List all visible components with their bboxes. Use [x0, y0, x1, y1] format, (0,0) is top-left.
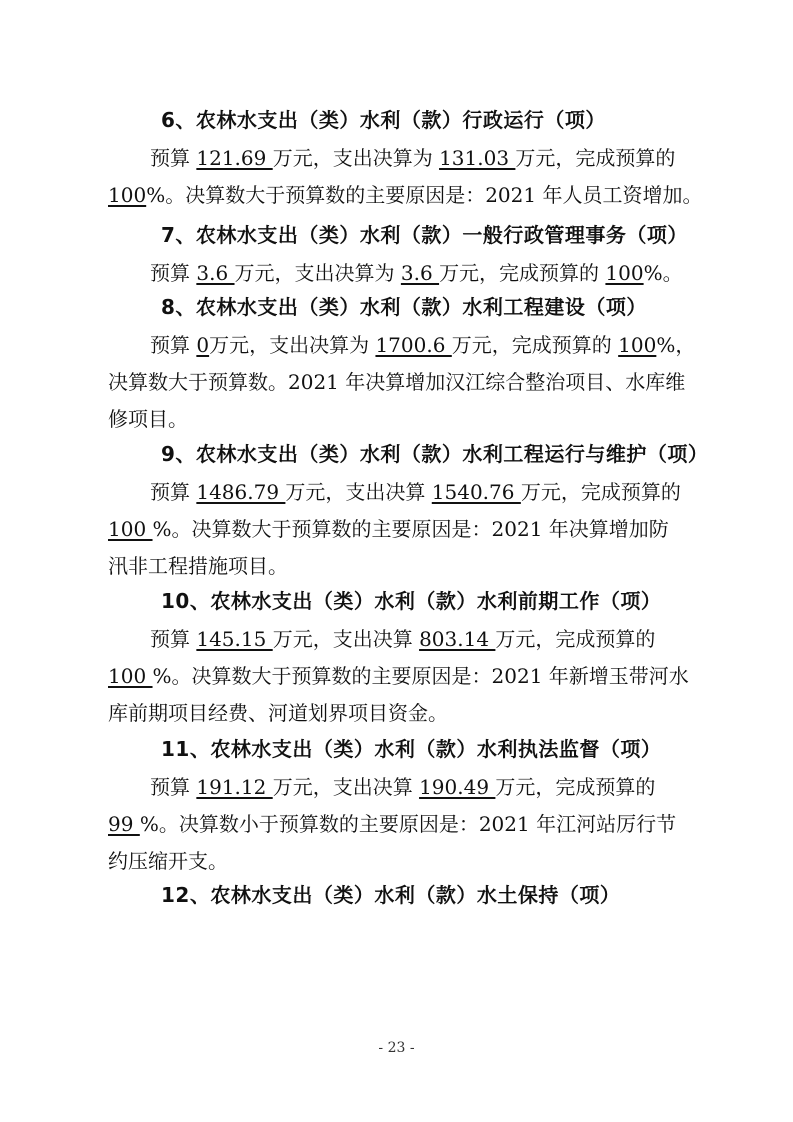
paragraph-line — [108, 401, 698, 438]
underlined-value: 121.69 — [196, 146, 273, 170]
underlined-value: 100 — [605, 261, 644, 285]
text-segment: 万元，完成预算的 — [520, 480, 681, 504]
section-heading: 9、农林水支出（类）水利（款）水利工程运行与维护（项） — [161, 442, 709, 466]
paragraph-line — [108, 511, 698, 548]
text-segment: 万元，完成预算的 — [495, 775, 656, 799]
text-segment: %。决算数小于预算数的主要原因是：2021 年江河站厉行节 — [139, 812, 677, 836]
text-segment: 修项目。 — [108, 407, 188, 431]
text-segment: 决算数大于预算数。2021 年决算增加汉江综合整治项目、水库维 — [108, 370, 686, 394]
section-paragraph — [108, 327, 698, 438]
underlined-value: 0 — [196, 333, 210, 357]
paragraph-line — [108, 769, 698, 806]
text-segment: 库前期项目经费、河道划界项目资金。 — [108, 701, 448, 725]
text-segment: 预算 — [150, 775, 197, 799]
section-paragraph — [108, 769, 698, 880]
text-segment: 汛非工程措施项目。 — [108, 554, 288, 578]
paragraph-line — [108, 621, 698, 658]
underlined-value: 131.03 — [439, 146, 516, 170]
underlined-value: 100 — [108, 183, 147, 207]
underlined-value: 3.6 — [400, 261, 440, 285]
underlined-value: 803.14 — [419, 627, 496, 651]
underlined-value: 100 — [618, 333, 657, 357]
underlined-value: 191.12 — [196, 775, 273, 799]
section-paragraph — [108, 255, 698, 292]
text-segment: 万元，支出决算为 — [209, 333, 376, 357]
underlined-value: 145.15 — [196, 627, 273, 651]
underlined-value: 1540.76 — [431, 480, 521, 504]
text-segment: 预算 — [150, 480, 197, 504]
paragraph-line — [108, 843, 698, 880]
text-segment: 万元，支出决算为 — [234, 261, 401, 285]
paragraph-line — [108, 658, 698, 695]
section-heading: 8、农林水支出（类）水利（款）水利工程建设（项） — [161, 295, 647, 319]
paragraph-line — [108, 364, 698, 401]
paragraph-line — [108, 474, 698, 511]
text-segment: 万元，完成预算的 — [439, 261, 606, 285]
section-paragraph — [108, 140, 703, 214]
paragraph-line — [108, 327, 698, 364]
text-segment: %。决算数大于预算数的主要原因是：2021 年新增玉带河水 — [152, 664, 689, 688]
text-segment: 万元，支出决算 — [272, 627, 420, 651]
page-number: - 23 - — [378, 1040, 415, 1056]
underlined-value: 190.49 — [419, 775, 496, 799]
text-segment: 万元，支出决算 — [285, 480, 432, 504]
underlined-value: 100 — [108, 517, 153, 541]
section-heading: 6、农林水支出（类）水利（款）行政运行（项） — [161, 108, 606, 132]
text-segment: %。决算数大于预算数的主要原因是：2021 年人员工资增加。 — [146, 183, 703, 207]
text-segment: %， — [656, 333, 696, 357]
section-paragraph — [108, 621, 698, 732]
text-segment: %。 — [643, 261, 683, 285]
section-heading: 12、农林水支出（类）水利（款）水土保持（项） — [161, 883, 621, 907]
paragraph-line — [108, 140, 698, 177]
paragraph-line — [108, 255, 698, 292]
underlined-value: 1486.79 — [196, 480, 286, 504]
paragraph-line — [108, 177, 703, 214]
text-segment: 预算 — [150, 146, 197, 170]
section-heading: 7、农林水支出（类）水利（款）一般行政管理事务（项） — [161, 223, 688, 247]
text-segment: 预算 — [150, 261, 197, 285]
text-segment: 万元，支出决算 — [272, 775, 420, 799]
section-paragraph — [108, 474, 698, 585]
text-segment: 万元，完成预算的 — [515, 146, 676, 170]
text-segment: 万元，支出决算为 — [272, 146, 440, 170]
underlined-value: 3.6 — [196, 261, 235, 285]
text-segment: 预算 — [150, 333, 197, 357]
text-segment: %。决算数大于预算数的主要原因是：2021 年决算增加防 — [152, 517, 669, 541]
paragraph-line — [108, 548, 698, 585]
text-segment: 万元，完成预算的 — [451, 333, 619, 357]
paragraph-line — [108, 695, 698, 732]
underlined-value: 100 — [108, 664, 153, 688]
underlined-value: 99 — [108, 812, 140, 836]
text-segment: 万元，完成预算的 — [495, 627, 656, 651]
text-segment: 约压缩开支。 — [108, 849, 228, 873]
section-heading: 11、农林水支出（类）水利（款）水利执法监督（项） — [161, 737, 662, 761]
section-heading: 10、农林水支出（类）水利（款）水利前期工作（项） — [161, 589, 662, 613]
paragraph-line — [108, 806, 698, 843]
text-segment: 预算 — [150, 627, 197, 651]
underlined-value: 1700.6 — [375, 333, 452, 357]
